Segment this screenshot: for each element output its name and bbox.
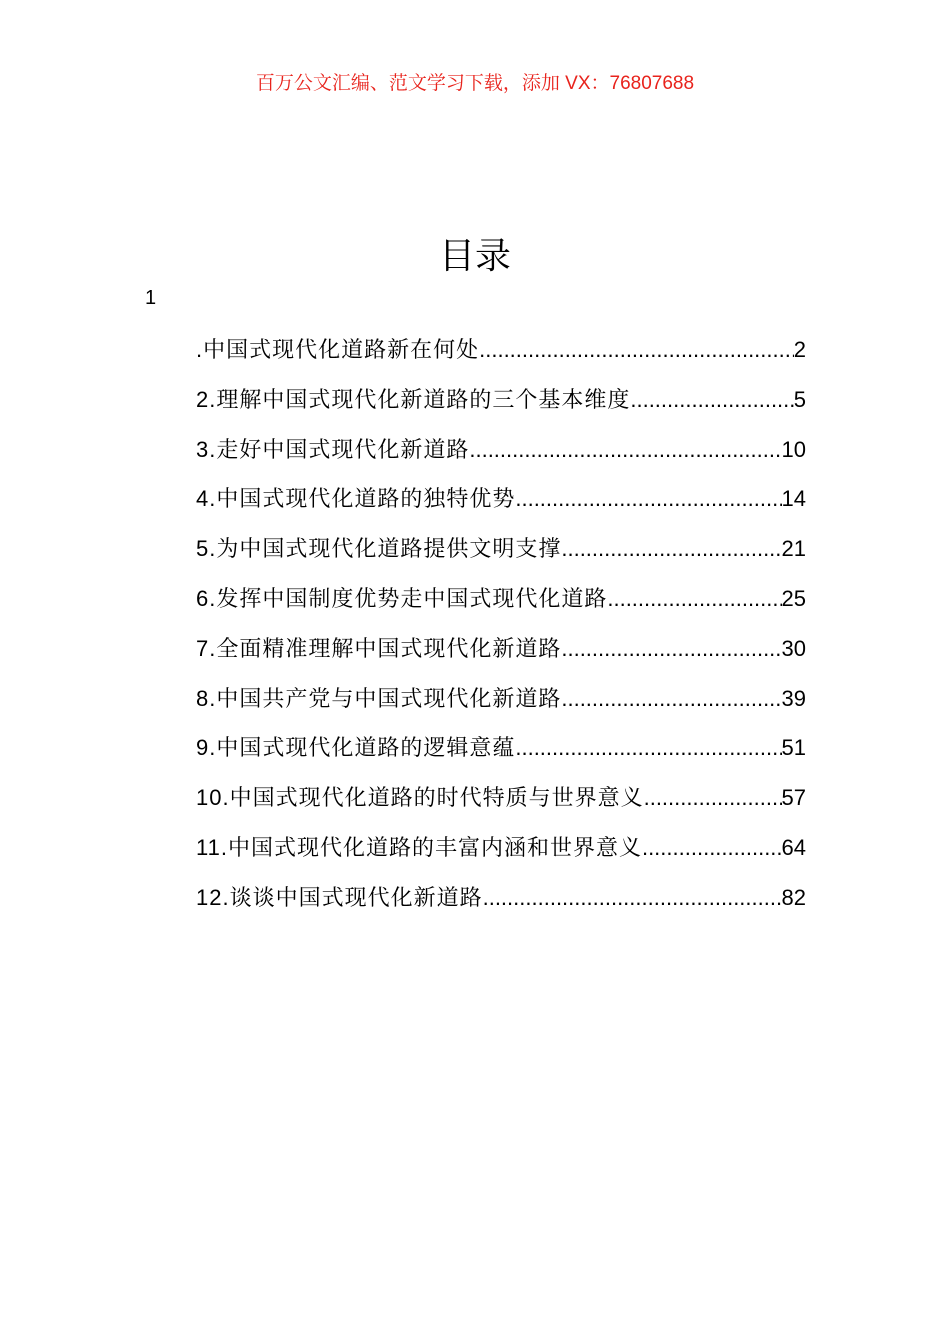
toc-entry-page: 39 [781, 685, 806, 711]
toc-entry[interactable] [196, 333, 806, 383]
toc-entry-page: 2 [793, 337, 806, 362]
toc-entry-title: 9.中国式现代化道路的逻辑意蕴 [196, 735, 516, 761]
dot-leader [561, 636, 781, 662]
dot-leader [642, 835, 782, 861]
toc-entry[interactable] [196, 383, 806, 433]
toc-entry-page: 64 [781, 834, 806, 860]
page-title: 目录 [438, 235, 511, 276]
dot-leader [561, 686, 781, 712]
toc-entry-title: 2.理解中国式现代化新道路的三个基本维度 [196, 386, 631, 412]
toc-entry-title: 7.全面精准理解中国式现代化新道路 [196, 635, 562, 661]
toc-entry[interactable] [196, 482, 806, 532]
dot-leader [479, 337, 794, 363]
dot-leader [630, 387, 793, 413]
toc-entry[interactable] [196, 781, 806, 831]
toc-entry-page: 82 [781, 884, 806, 910]
toc-entry-page: 25 [781, 585, 806, 611]
toc-entry-page: 30 [781, 635, 806, 661]
dot-leader [483, 885, 782, 911]
toc-entry-page: 57 [781, 785, 806, 811]
list-number: 1 [145, 287, 157, 309]
dot-leader [644, 785, 782, 811]
toc-entry-title: 5.为中国式现代化道路提供文明支撑 [196, 536, 562, 562]
toc-entry-page: 5 [793, 386, 806, 412]
toc-entry-title: 12.谈谈中国式现代化新道路 [196, 884, 483, 910]
toc-entry-title: 6.发挥中国制度优势走中国式现代化道路 [196, 585, 608, 611]
toc-entry-title: 4.中国式现代化道路的独特优势 [196, 486, 516, 512]
toc-entry-title: .中国式现代化道路新在何处 [196, 337, 480, 362]
watermark-header: 百万公文汇编、范文学习下载，添加 VX：76807688 [255, 73, 695, 94]
table-of-contents [196, 333, 806, 931]
toc-entry-title: 3.走好中国式现代化新道路 [196, 436, 470, 462]
dot-leader [607, 586, 781, 612]
dot-leader [561, 536, 781, 562]
toc-entry[interactable] [196, 582, 806, 632]
dot-leader [515, 735, 781, 761]
toc-entry-title: 8.中国共产党与中国式现代化新道路 [196, 685, 562, 711]
toc-entry-title: 10.中国式现代化道路的时代特质与世界意义 [196, 785, 644, 811]
dot-leader [469, 437, 781, 463]
toc-entry-page: 51 [781, 735, 806, 761]
dot-leader [515, 486, 781, 512]
toc-entry-title: 11.中国式现代化道路的丰富内涵和世界意义 [196, 834, 642, 860]
toc-entry[interactable] [196, 632, 806, 682]
toc-entry[interactable] [196, 433, 806, 483]
toc-entry[interactable] [196, 731, 806, 781]
toc-entry-page: 21 [781, 536, 806, 562]
toc-entry-page: 10 [781, 436, 806, 462]
toc-entry[interactable] [196, 881, 806, 931]
toc-entry[interactable] [196, 532, 806, 582]
toc-entry-page: 14 [781, 486, 806, 512]
toc-entry[interactable] [196, 831, 806, 881]
toc-entry[interactable] [196, 682, 806, 732]
